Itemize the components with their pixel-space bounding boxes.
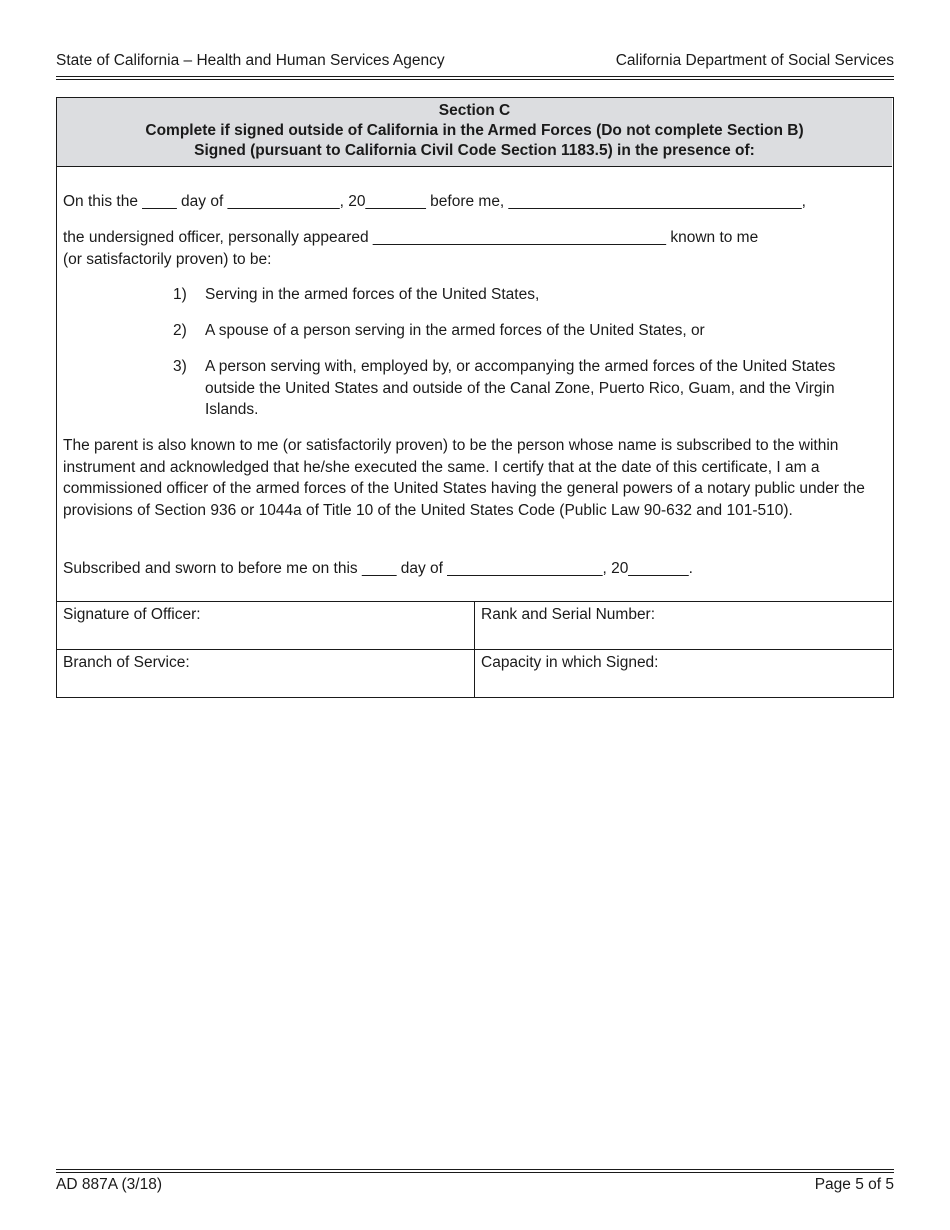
list-item-1: Serving in the armed forces of the United States, xyxy=(205,286,540,303)
list-number-1: 1) xyxy=(173,286,187,303)
list-number-3: 3) xyxy=(173,358,187,375)
page-header xyxy=(56,52,894,74)
appeared-line[interactable]: the undersigned officer, personally appeared __________________________________ known to me xyxy=(63,229,759,246)
section-header xyxy=(57,98,892,167)
date-officer-line[interactable]: On this the ____ day of _____________, 20_______ before me, __________________________________, xyxy=(63,193,806,210)
form-id: AD 887A (3/18) xyxy=(56,1176,162,1193)
table-row xyxy=(57,650,892,697)
sworn-line[interactable]: Subscribed and sworn to before me on this ____ day of __________________, 20_______. xyxy=(63,560,693,577)
page-number: Page 5 of 5 xyxy=(814,1176,894,1193)
section-subtitle-2: Signed (pursuant to California Civil Code Section 1183.5) in the presence of: xyxy=(194,142,755,159)
footer-rule xyxy=(56,1169,894,1173)
table-row xyxy=(57,602,892,650)
list-number-2: 2) xyxy=(173,322,187,339)
section-c-form xyxy=(56,97,894,698)
section-title: Section C xyxy=(438,102,511,119)
department-name: California Department of Social Services xyxy=(615,52,894,69)
proven-line: (or satisfactorily proven) to be: xyxy=(63,250,272,268)
header-rule xyxy=(56,76,894,80)
rank-serial-number-field[interactable]: Rank and Serial Number: xyxy=(481,606,656,623)
list-item-3: A person serving with, employed by, or accompanying the armed forces of the United States outside the United States and outside of the Canal Zone, Puerto Rico, Guam, and the Virgin Islands. xyxy=(205,358,836,418)
capacity-signed-field[interactable]: Capacity in which Signed: xyxy=(481,654,659,671)
agency-name: State of California – Health and Human Services Agency xyxy=(56,52,445,69)
branch-of-service-field[interactable]: Branch of Service: xyxy=(57,650,475,697)
section-subtitle-1: Complete if signed outside of California in the Armed Forces (Do not complete Section B) xyxy=(145,122,804,139)
signature-table xyxy=(57,601,892,697)
list-item-2: A spouse of a person serving in the armed forces of the United States, or xyxy=(205,322,705,339)
signature-of-officer-field[interactable]: Signature of Officer: xyxy=(57,602,475,649)
certification-paragraph: The parent is also known to me (or satisfactorily proven) to be the person whose name is subscribed to the within instrument and acknowledged that he/she executed the same. I certify that at the date of this certificate, I am a commissioned officer of the armed forces of the United States having the general powers of a notary public under the provisions of Section 936 or 1044a of Title 10 of the United States Code (Public Law 90-632 and 101-510). xyxy=(63,437,865,519)
